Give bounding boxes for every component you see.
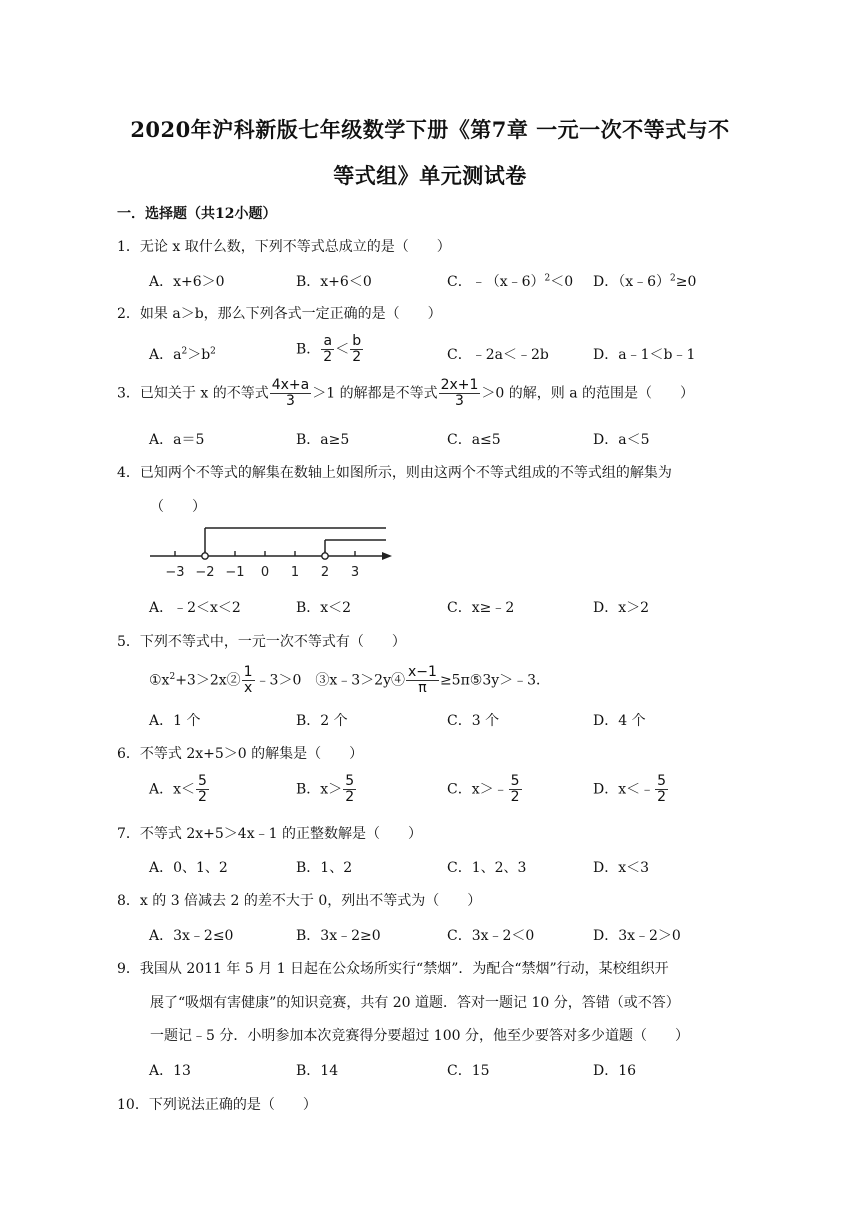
question-5-option-c: C．3 个 [447,713,500,729]
stem-text: 3．已知关于 x 的不等式 [117,385,269,402]
expression-text: +3＞2x② [175,672,241,689]
question-9-line-1: 9．我国从 2011 年 5 月 1 日起在公众场所实行“禁烟”．为配合“禁烟”行动，某校组织开 [117,961,669,977]
axis-tick-label: −1 [225,565,245,580]
question-9-line-3: 一题记﹣5 分．小明参加本次竞赛得分要超过 100 分，他至少要答对多少道题（ ） [150,1028,689,1044]
question-6-option-b [296,774,357,805]
numerator: 5 [510,773,520,789]
page-title-line1: 2020年沪科新版七年级数学下册《第7章 一元一次不等式与不 [130,117,730,142]
denominator: 2 [198,789,207,805]
numerator: x−1 [408,664,437,680]
denominator: π [418,680,427,696]
axis-tick-label: 2 [320,565,330,580]
exponent: 2 [210,346,216,357]
question-10-stem: 10．下列说法正确的是（ ） [117,1097,317,1113]
numerator: b [350,334,363,350]
option-text: ＜ [335,341,350,358]
question-7-option-a: A．0、1、2 [149,860,228,876]
question-9-option-b: B．14 [296,1063,339,1079]
question-4-option-a: A．﹣2＜x＜2 [149,600,241,616]
question-5-stem: 5．下列不等式中，一元一次不等式有（ ） [117,634,406,650]
question-7-stem: 7．不等式 2x+5＞4x﹣1 的正整数解是（ ） [117,826,422,842]
question-5-option-d: D．4 个 [593,713,646,729]
option-text: A．a [149,347,182,363]
question-8-option-d: D．3x﹣2＞0 [593,928,681,944]
question-4-option-d: D．x＞2 [593,600,650,616]
denominator: 2 [345,789,355,805]
denominator: 2 [352,349,362,365]
denominator: x [243,680,253,696]
question-1-option-c [447,271,573,291]
question-2-option-a [149,344,216,364]
option-text: C．x＞﹣ [447,781,508,798]
question-1-option-a: A．x+6＞0 [149,274,225,290]
numerator: 5 [345,773,355,789]
fraction [242,665,255,696]
question-7-option-d: D．x＜3 [593,860,650,876]
expression-text: ①x [149,672,170,689]
question-5-option-a: A．1 个 [149,713,201,729]
option-text: D．x＜﹣ [593,781,655,798]
fraction [439,378,481,409]
question-4-option-b: B．x＜2 [296,600,352,616]
question-4-answer-paren: （ ） [150,499,206,515]
option-text: C．﹣（x﹣6） [447,274,545,290]
question-9-line-2: 展了“吸烟有害健康”的知识竞赛，共有 20 道题．答对一题记 10 分，答错（或不答） [150,995,680,1011]
fraction [343,774,356,805]
question-9-option-d: D．16 [593,1063,637,1079]
question-6-option-a [149,774,210,805]
open-point-icon [202,553,208,559]
fraction [270,378,312,409]
expression-text: ≥5π⑤3y＞﹣3． [439,672,551,689]
denominator: 2 [510,789,520,805]
fraction [321,334,334,365]
axis-tick-label: −3 [165,565,185,580]
fraction [655,774,668,805]
axis-tick-label: 1 [290,565,300,580]
question-2-stem: 2．如果 a＞b，那么下列各式一定正确的是（ ） [117,306,442,322]
question-2-option-c: C．﹣2a＜﹣2b [447,347,549,363]
denominator: 3 [286,393,295,409]
section-heading: 一．选择题（共12小题） [117,206,277,222]
question-3-stem [117,378,694,409]
question-1-option-d [593,271,696,291]
axis-arrow-icon [382,552,392,560]
option-text: A．x＜ [149,781,196,798]
fraction [406,665,439,696]
numerator: 5 [198,773,207,789]
expression-text: ﹣3＞0 ③x﹣3＞2y④ [255,672,405,689]
number-line-figure [148,524,394,584]
page-title-line2: 等式组》单元测试卷 [333,163,527,188]
question-5-expressions [149,665,550,696]
axis-tick-label: 0 [260,565,270,580]
exponent: 2 [544,273,551,284]
question-3-option-b: B．a≥5 [296,432,350,448]
question-8-option-a: A．3x﹣2≤0 [149,928,234,944]
denominator: 2 [323,349,333,365]
fraction [196,774,209,805]
question-3-option-c: C．a≤5 [447,432,501,448]
numerator: 4x+a [271,377,310,393]
question-6-stem: 6．不等式 2x+5＞0 的解集是（ ） [117,746,364,762]
question-7-option-b: B．1、2 [296,860,353,876]
question-9-option-a: A．13 [149,1063,191,1079]
question-2-option-b [296,334,364,365]
axis-tick-label: 3 [350,565,360,580]
denominator: 3 [455,393,464,409]
option-text: B． [296,341,321,358]
numerator: a [321,334,334,350]
question-1-option-b: B．x+6＜0 [296,274,372,290]
stem-text: ＞0 的解，则 a 的范围是（ ） [481,385,695,402]
question-8-option-b: B．3x﹣2≥0 [296,928,381,944]
question-6-option-d [593,774,669,805]
question-9-option-c: C．15 [447,1063,490,1079]
question-7-option-c: C．1、2、3 [447,860,527,876]
question-2-option-d: D．a﹣1＜b﹣1 [593,347,696,363]
numerator: 1 [243,664,253,680]
fraction [350,334,363,365]
fraction [509,774,522,805]
exponent: 2 [169,671,176,682]
exponent: 2 [181,346,188,357]
axis-tick-label: −2 [195,565,215,580]
option-text: ＞b [187,347,211,363]
question-8-option-c: C．3x﹣2＜0 [447,928,535,944]
question-4-option-c: C．x≥﹣2 [447,600,515,616]
question-1-stem: 1．无论 x 取什么数，下列不等式总成立的是（ ） [117,239,451,255]
option-text: B．x＞ [296,781,343,798]
option-text: ≥0 [675,274,697,290]
exponent: 2 [670,273,676,284]
option-text: D．（x﹣6） [593,274,671,290]
numerator: 5 [657,773,667,789]
numerator: 2x+1 [440,377,479,393]
question-6-option-c [447,774,523,805]
option-text: ＜0 [550,274,574,290]
question-4-stem: 4．已知两个不等式的解集在数轴上如图所示，则由这两个不等式组成的不等式组的解集为 [117,465,672,481]
question-3-option-a: A．a＝5 [149,432,205,448]
question-3-option-d: D．a＜5 [593,432,650,448]
denominator: 2 [657,789,667,805]
question-5-option-b: B．2 个 [296,713,348,729]
question-8-stem: 8．x 的 3 倍减去 2 的差不大于 0，列出不等式为（ ） [117,893,482,909]
open-point-icon [322,553,328,559]
stem-text: ＞1 的解都是不等式 [312,385,438,402]
